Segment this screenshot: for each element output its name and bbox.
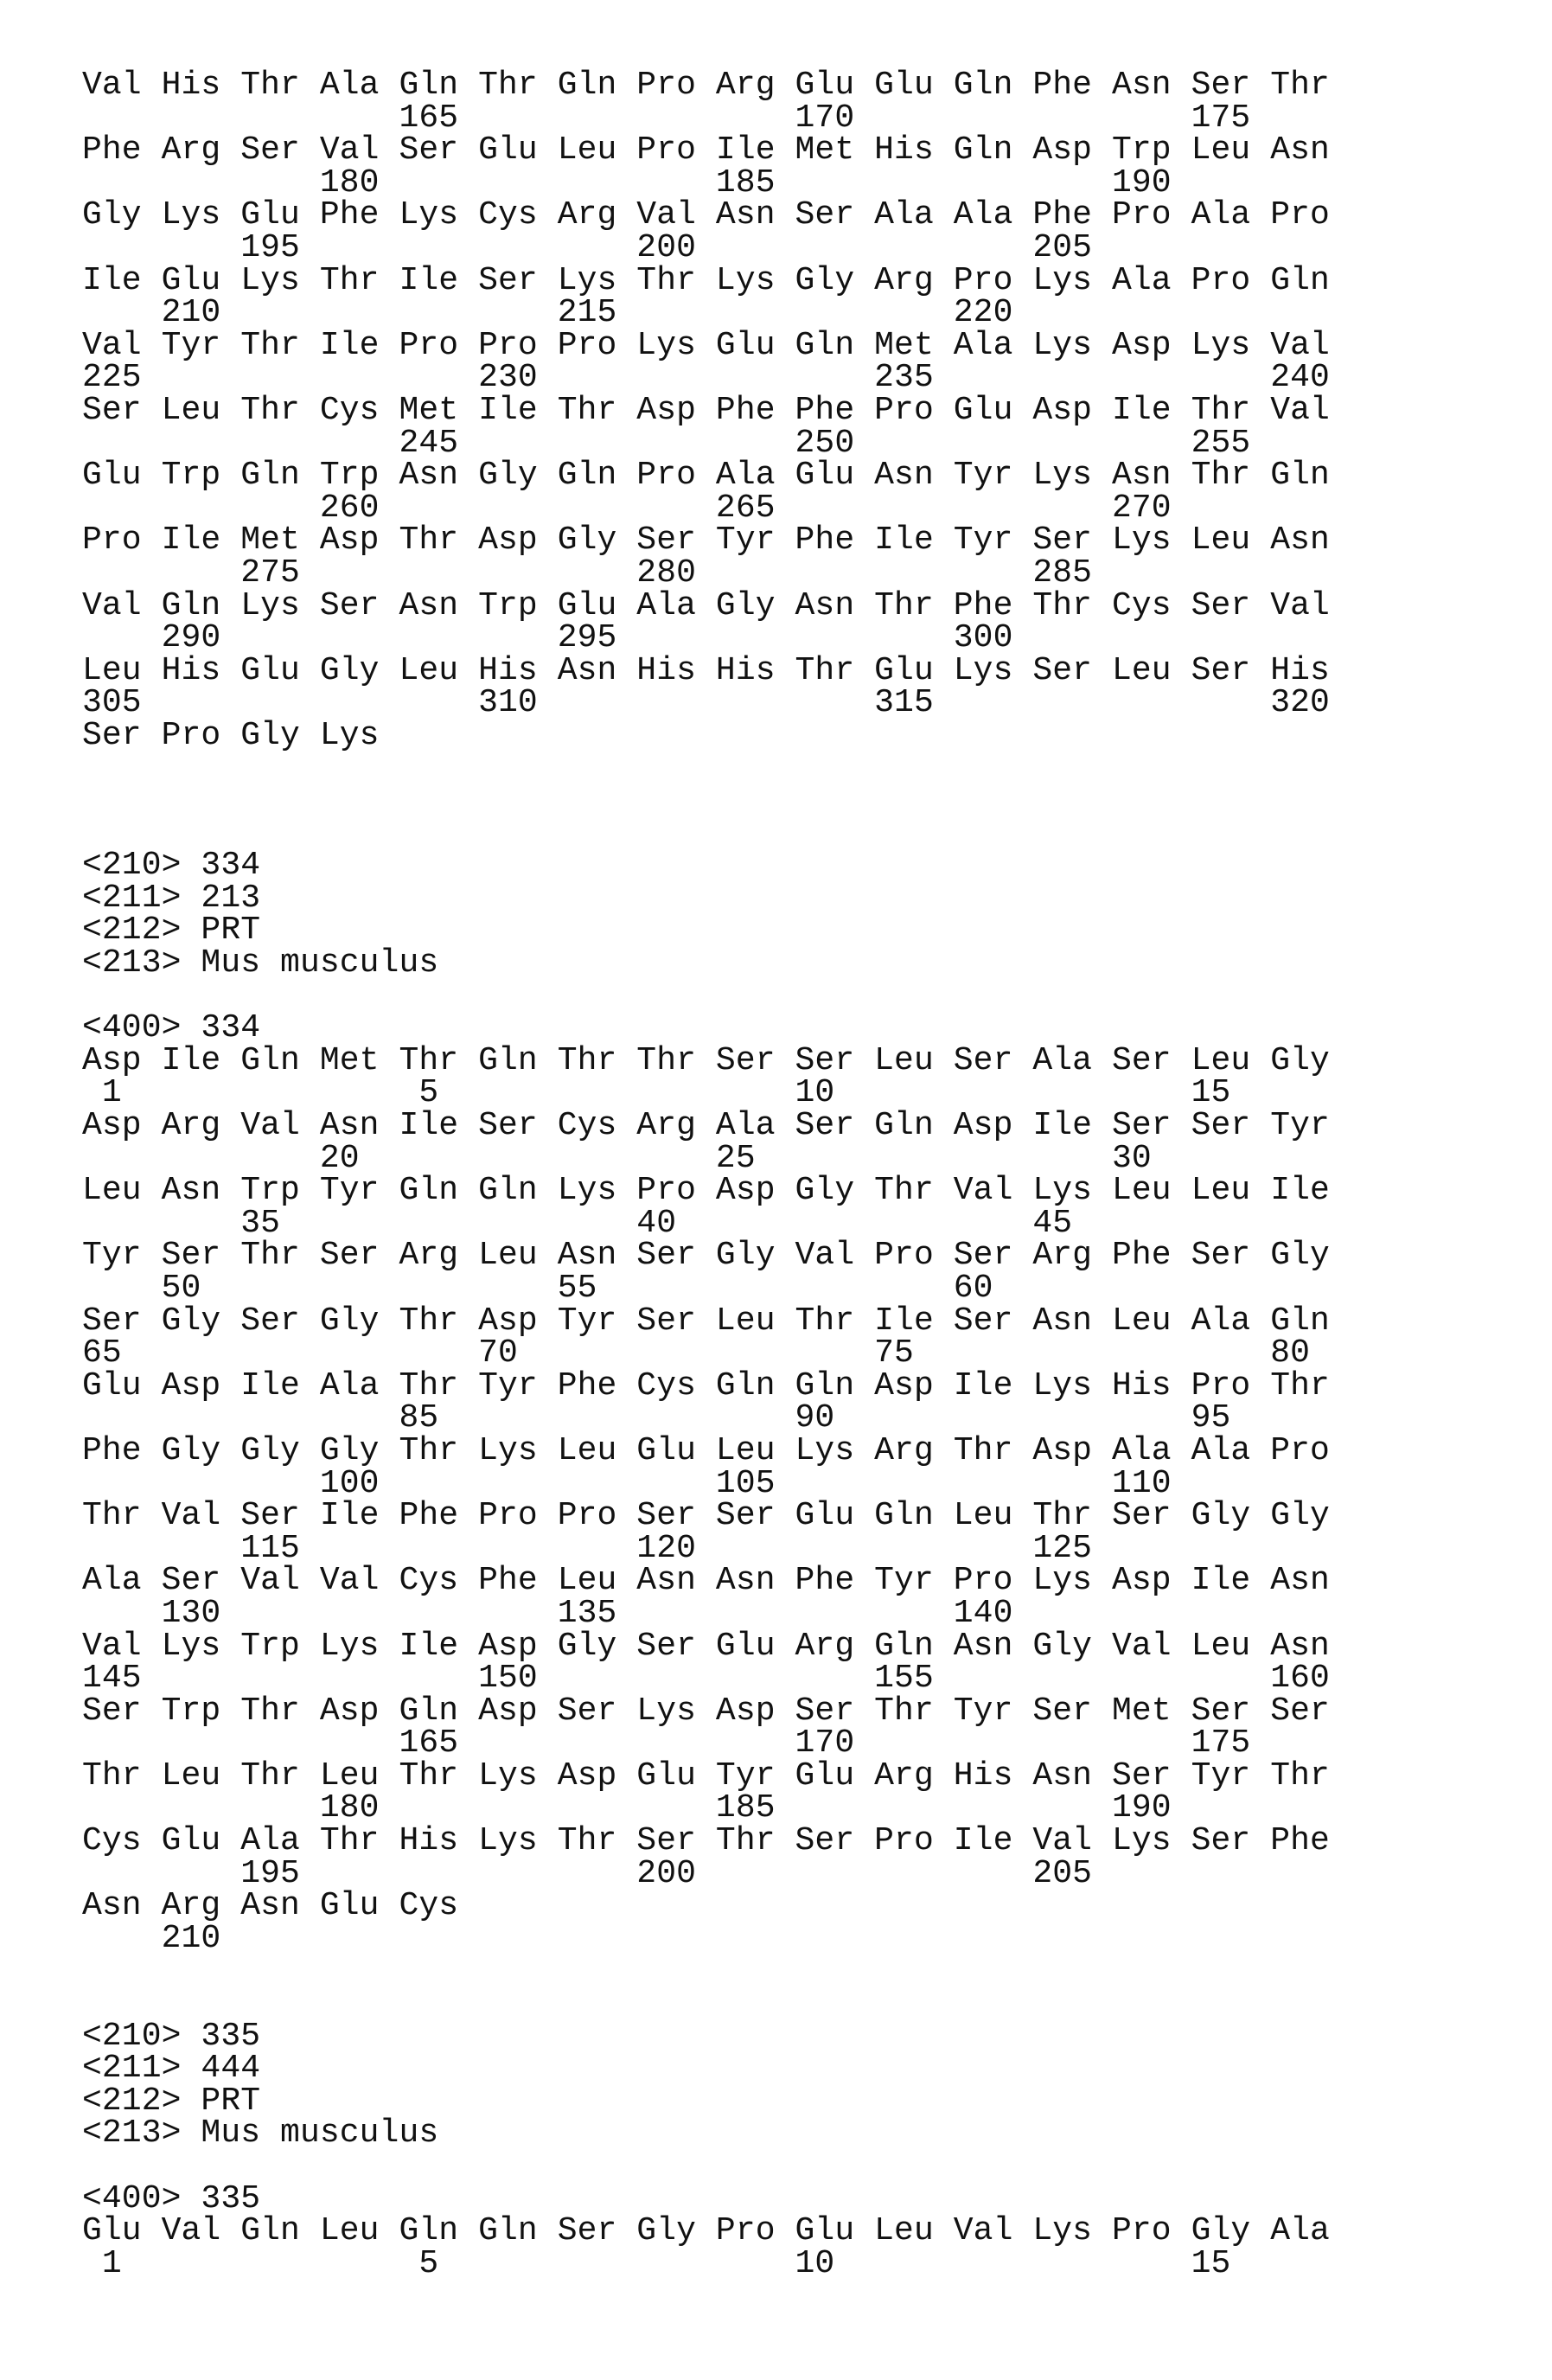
residue-number-line: 1 5 10 15	[82, 1077, 1330, 1110]
residue-number-line: 35 40 45	[82, 1207, 1330, 1240]
residue-number-line: 210 215 220	[82, 297, 1330, 329]
sequence-residue-line: Ser Leu Thr Cys Met Ile Thr Asp Phe Phe Pro Glu Asp Ile Thr Val	[82, 394, 1330, 427]
residue-number-line: 260 265 270	[82, 492, 1330, 525]
sequence-residue-line: Thr Leu Thr Leu Thr Lys Asp Glu Tyr Glu Arg His Asn Ser Tyr Thr	[82, 1760, 1330, 1793]
sequence-header-field: <213> Mus musculus	[82, 2117, 1330, 2150]
residue-number-line: 195 200 205	[82, 1858, 1330, 1891]
sequence-header-field: <211> 213	[82, 882, 1330, 915]
sequence-header-field: <212> PRT	[82, 914, 1330, 947]
residue-number-line: 65 70 75 80	[82, 1337, 1330, 1370]
sequence-residue-line: Val Lys Trp Lys Ile Asp Gly Ser Glu Arg Gln Asn Gly Val Leu Asn	[82, 1630, 1330, 1663]
sequence-residue-line: Thr Val Ser Ile Phe Pro Pro Ser Ser Glu Gln Leu Thr Ser Gly Gly	[82, 1500, 1330, 1532]
sequence-header-field: <210> 335	[82, 2020, 1330, 2053]
sequence-listing-page	[82, 69, 1330, 2280]
sequence-residue-line: Val Gln Lys Ser Asn Trp Glu Ala Gly Asn Thr Phe Thr Cys Ser Val	[82, 590, 1330, 623]
residue-number-line: 1 5 10 15	[82, 2248, 1330, 2281]
sequence-header-field: <212> PRT	[82, 2085, 1330, 2118]
residue-number-line: 20 25 30	[82, 1142, 1330, 1175]
sequence-residue-line: Ser Pro Gly Lys	[82, 720, 1330, 752]
sequence-header-field: <400> 335	[82, 2183, 1330, 2216]
residue-number-line: 275 280 285	[82, 557, 1330, 590]
blank-line	[82, 817, 1330, 850]
sequence-residue-line: Ala Ser Val Val Cys Phe Leu Asn Asn Phe Tyr Pro Lys Asp Ile Asn	[82, 1564, 1330, 1597]
blank-line	[82, 752, 1330, 784]
sequence-header-field: <210> 334	[82, 849, 1330, 882]
residue-number-line: 165 170 175	[82, 102, 1330, 135]
blank-line	[82, 784, 1330, 817]
blank-line	[82, 2150, 1330, 2183]
residue-number-line: 210	[82, 1923, 1330, 1955]
sequence-residue-line: Glu Val Gln Leu Gln Gln Ser Gly Pro Glu Leu Val Lys Pro Gly Ala	[82, 2215, 1330, 2248]
sequence-residue-line: Leu Asn Trp Tyr Gln Gln Lys Pro Asp Gly Thr Val Lys Leu Leu Ile	[82, 1174, 1330, 1207]
residue-number-line: 115 120 125	[82, 1532, 1330, 1565]
residue-number-line: 100 105 110	[82, 1468, 1330, 1500]
residue-number-line: 50 55 60	[82, 1272, 1330, 1305]
sequence-residue-line: Pro Ile Met Asp Thr Asp Gly Ser Tyr Phe Ile Tyr Ser Lys Leu Asn	[82, 524, 1330, 557]
residue-number-line: 85 90 95	[82, 1402, 1330, 1435]
blank-line	[82, 1955, 1330, 1987]
sequence-header-field: <400> 334	[82, 1012, 1330, 1045]
sequence-residue-line: Tyr Ser Thr Ser Arg Leu Asn Ser Gly Val Pro Ser Arg Phe Ser Gly	[82, 1239, 1330, 1272]
residue-number-line: 180 185 190	[82, 1792, 1330, 1825]
residue-number-line: 290 295 300	[82, 622, 1330, 655]
sequence-header-field: <213> Mus musculus	[82, 947, 1330, 980]
sequence-residue-line: Glu Trp Gln Trp Asn Gly Gln Pro Ala Glu Asn Tyr Lys Asn Thr Gln	[82, 459, 1330, 492]
residue-number-line: 305 310 315 320	[82, 687, 1330, 720]
sequence-residue-line: Phe Gly Gly Gly Thr Lys Leu Glu Leu Lys Arg Thr Asp Ala Ala Pro	[82, 1435, 1330, 1468]
sequence-residue-line: Val Tyr Thr Ile Pro Pro Pro Lys Glu Gln Met Ala Lys Asp Lys Val	[82, 329, 1330, 362]
sequence-residue-line: Asp Arg Val Asn Ile Ser Cys Arg Ala Ser Gln Asp Ile Ser Ser Tyr	[82, 1110, 1330, 1142]
residue-number-line: 180 185 190	[82, 167, 1330, 200]
sequence-residue-line: Ser Trp Thr Asp Gln Asp Ser Lys Asp Ser Thr Tyr Ser Met Ser Ser	[82, 1695, 1330, 1728]
sequence-residue-line: Leu His Glu Gly Leu His Asn His His Thr Glu Lys Ser Leu Ser His	[82, 655, 1330, 688]
residue-number-line: 195 200 205	[82, 232, 1330, 265]
sequence-residue-line: Cys Glu Ala Thr His Lys Thr Ser Thr Ser Pro Ile Val Lys Ser Phe	[82, 1825, 1330, 1858]
sequence-residue-line: Ser Gly Ser Gly Thr Asp Tyr Ser Leu Thr Ile Ser Asn Leu Ala Gln	[82, 1305, 1330, 1338]
sequence-residue-line: Asp Ile Gln Met Thr Gln Thr Thr Ser Ser Leu Ser Ala Ser Leu Gly	[82, 1045, 1330, 1078]
residue-number-line: 145 150 155 160	[82, 1662, 1330, 1695]
sequence-residue-line: Ile Glu Lys Thr Ile Ser Lys Thr Lys Gly Arg Pro Lys Ala Pro Gln	[82, 265, 1330, 298]
sequence-residue-line: Asn Arg Asn Glu Cys	[82, 1890, 1330, 1923]
sequence-residue-line: Glu Asp Ile Ala Thr Tyr Phe Cys Gln Gln Asp Ile Lys His Pro Thr	[82, 1370, 1330, 1403]
sequence-residue-line: Val His Thr Ala Gln Thr Gln Pro Arg Glu Glu Gln Phe Asn Ser Thr	[82, 69, 1330, 102]
sequence-header-field: <211> 444	[82, 2052, 1330, 2085]
blank-line	[82, 980, 1330, 1013]
residue-number-line: 130 135 140	[82, 1597, 1330, 1630]
residue-number-line: 245 250 255	[82, 427, 1330, 460]
sequence-residue-line: Gly Lys Glu Phe Lys Cys Arg Val Asn Ser Ala Ala Phe Pro Ala Pro	[82, 199, 1330, 232]
residue-number-line: 165 170 175	[82, 1727, 1330, 1760]
residue-number-line: 225 230 235 240	[82, 361, 1330, 394]
blank-line	[82, 1987, 1330, 2020]
sequence-residue-line: Phe Arg Ser Val Ser Glu Leu Pro Ile Met His Gln Asp Trp Leu Asn	[82, 134, 1330, 167]
